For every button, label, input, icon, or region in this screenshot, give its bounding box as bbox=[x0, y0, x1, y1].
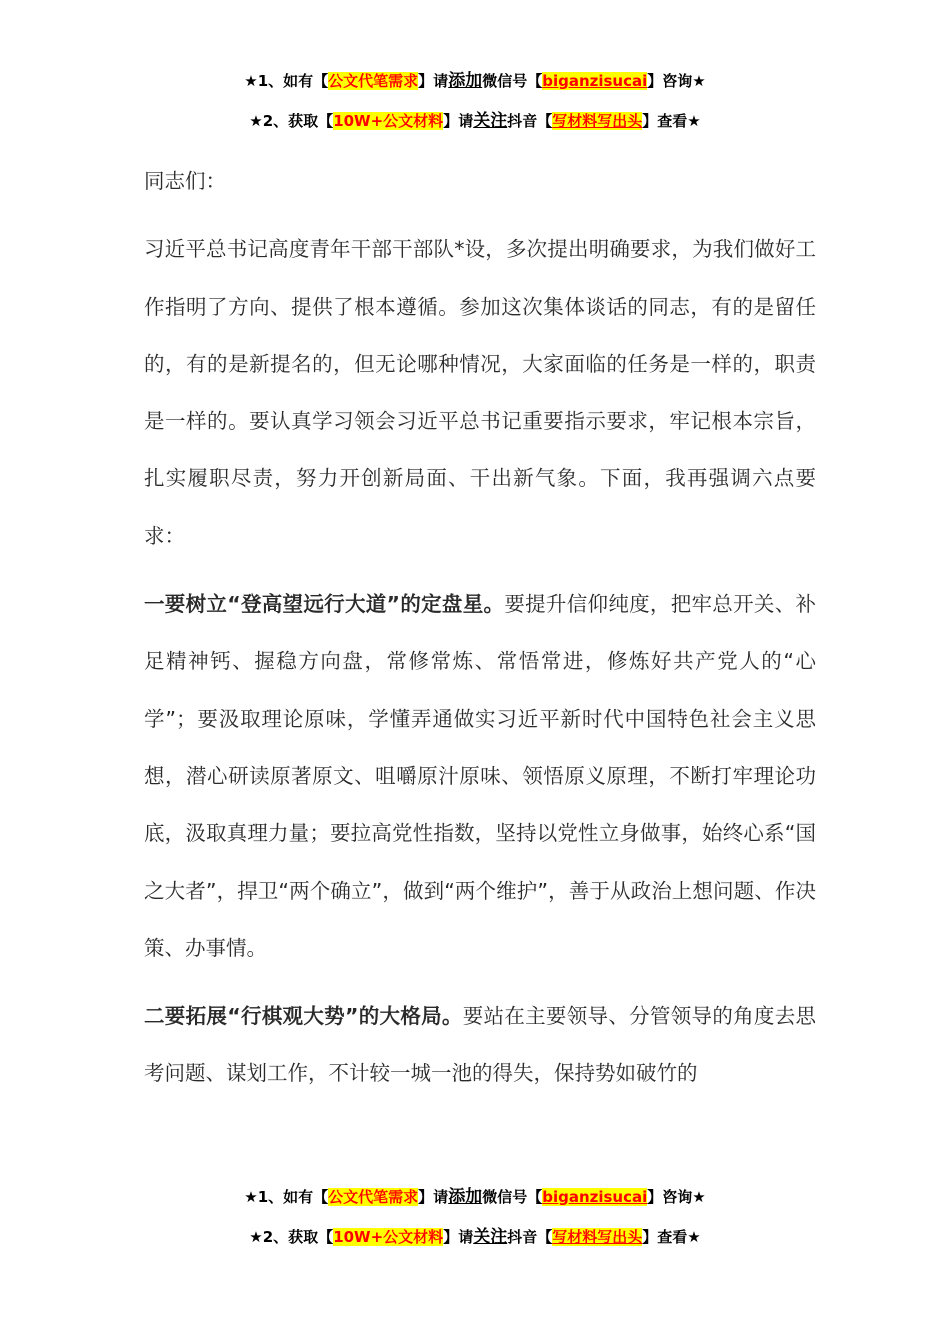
banner-emphasis: 添加 bbox=[448, 71, 483, 91]
banner-text: 微信号【 bbox=[482, 1188, 543, 1206]
banner-text: 微信号【 bbox=[482, 72, 543, 90]
point-1-heading: 一要树立“登高望远行大道”的定盘星。 bbox=[144, 592, 505, 617]
banner-emphasis: 关注 bbox=[473, 1227, 508, 1247]
banner-text: 】查看★ bbox=[642, 112, 701, 130]
banner-text: 】咨询★ bbox=[647, 72, 706, 90]
highlight-service: 公文代笔需求 bbox=[328, 72, 419, 90]
footer-banner bbox=[0, 1177, 950, 1257]
banner-line-1 bbox=[0, 61, 950, 101]
wechat-id-link[interactable]: biganzisucai bbox=[542, 1188, 648, 1206]
highlight-service: 公文代笔需求 bbox=[328, 1188, 419, 1206]
point-2-paragraph bbox=[144, 988, 816, 1103]
document-body bbox=[144, 153, 816, 1114]
douyin-account-link[interactable]: 写材料写出头 bbox=[552, 112, 643, 130]
banner-text: ★2、获取【 bbox=[249, 1228, 334, 1246]
banner-line-1 bbox=[0, 1177, 950, 1217]
banner-text: 抖音【 bbox=[507, 1228, 553, 1246]
banner-text: ★1、如有【 bbox=[244, 72, 329, 90]
banner-emphasis: 关注 bbox=[473, 111, 508, 131]
header-banner bbox=[0, 61, 950, 141]
banner-text: ★1、如有【 bbox=[244, 1188, 329, 1206]
intro-paragraph: 习近平总书记高度青年干部干部队*设，多次提出明确要求，为我们做好工作指明了方向、提供了根本遵循。参加这次集体谈话的同志，有的是留任的，有的是新提名的，但无论哪种情况，大家面临的任务是一样的，职责是一样的。要认真学习领会习近平总书记重要指示要求，牢记根本宗旨，扎实履职尽责，努力开创新局面、干出新气象。下面，我再强调六点要求： bbox=[144, 237, 816, 548]
banner-text: 】咨询★ bbox=[647, 1188, 706, 1206]
point-2-heading: 二要拓展“行棋观大势”的大格局。 bbox=[144, 1004, 463, 1029]
banner-text: 】查看★ bbox=[642, 1228, 701, 1246]
highlight-materials: 10W+公文材料 bbox=[333, 112, 444, 130]
banner-text: 】请 bbox=[418, 72, 449, 90]
banner-text: 】请 bbox=[418, 1188, 449, 1206]
banner-text: 】请 bbox=[443, 1228, 474, 1246]
banner-line-2 bbox=[0, 101, 950, 141]
banner-emphasis: 添加 bbox=[448, 1187, 483, 1207]
point-2-text: 要站在主要领导、分管领导的角度去思考问题、谋划工作，不计较一城一池的得失，保持势如破竹的 bbox=[144, 1004, 817, 1086]
point-1-paragraph bbox=[144, 576, 816, 977]
highlight-materials: 10W+公文材料 bbox=[333, 1228, 444, 1246]
wechat-id-link[interactable]: biganzisucai bbox=[542, 72, 648, 90]
banner-text: 抖音【 bbox=[507, 112, 553, 130]
banner-text: 】请 bbox=[443, 112, 474, 130]
point-1-text: 要提升信仰纯度，把牢总开关、补足精神钙、握稳方向盘，常修常炼、常悟常进，修炼好共产党人的“心学”；要汲取理论原味，学懂弄通做实习近平新时代中国特色社会主义思想，潜心研读原著原文、咀嚼原汁原味、领悟原义原理，不断打牢理论功底，汲取真理力量；要拉高党性指数，坚持以党性立身做事，始终心系“国之大者”，捍卫“两个确立”，做到“两个维护”，善于从政治上想问题、作决策、办事情。 bbox=[144, 592, 817, 960]
douyin-account-link[interactable]: 写材料写出头 bbox=[552, 1228, 643, 1246]
banner-line-2 bbox=[0, 1217, 950, 1257]
banner-text: ★2、获取【 bbox=[249, 112, 334, 130]
greeting: 同志们： bbox=[144, 169, 226, 193]
